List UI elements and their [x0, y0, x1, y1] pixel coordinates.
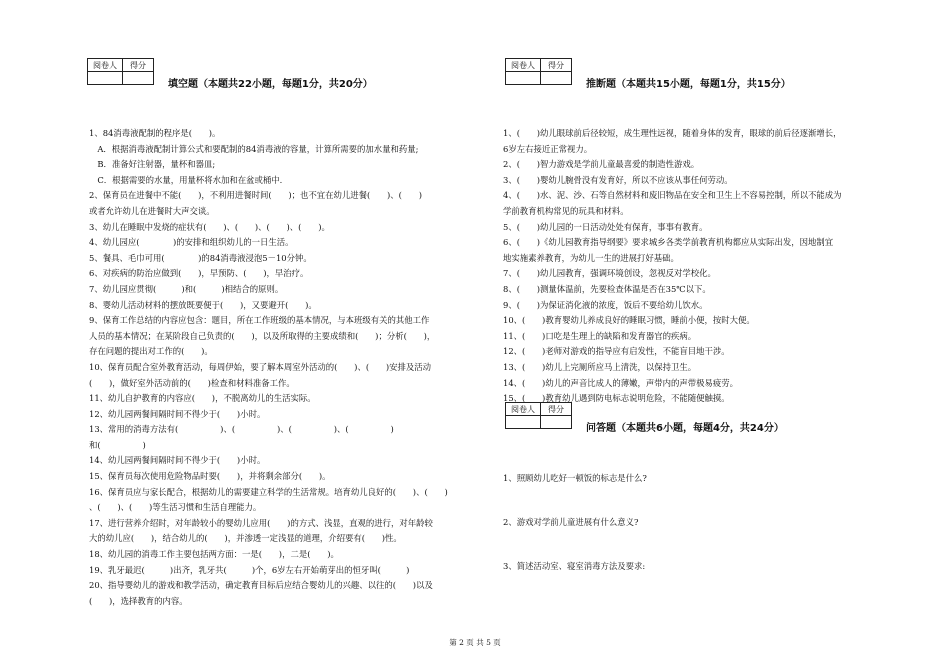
fill-section-title: 填空题（本题共22小题，每题1分，共20分）	[168, 79, 373, 90]
fill-question-line: 4、幼儿园应( )的安排和组织幼儿的一日生活。	[89, 237, 294, 248]
fill-question-line: 19、乳牙最迟( )出齐，乳牙共( )个，6岁左右开始萌芽出的恒牙叫( )	[89, 564, 410, 575]
judge-question-line: 6、( )《幼儿园教育指导纲要》要求城乡各类学前教育机构都应从实际出发，因地制宜	[503, 237, 834, 248]
fill-question-line: C．根据需要的水量，用量杯将水加和在盆或桶中.	[89, 174, 283, 185]
grader-cell	[506, 72, 541, 85]
judge-question-line: 15、( )教育幼儿遇到防电标志说明危险，不能随便触摸。	[503, 393, 730, 404]
fill-question-line: 17、进行营养介绍时，对年龄较小的婴幼儿应用( )的方式、浅显，直观的进行，对年龄较	[89, 517, 433, 528]
fill-question-line: 大的幼儿应( )，结合幼儿的( )，并渗透一定浅显的道理，介绍要有( )性。	[89, 533, 402, 544]
fill-question-line: 13、常用的消毒方法有( )、( )、( )、( )	[89, 424, 394, 435]
judge-question-line: 4、( )水、泥、沙、石等自然材料和废旧物品在安全和卫生上不容易控制，所以不能成为	[503, 190, 842, 201]
score-box-judge	[505, 58, 572, 85]
fill-question-line: 1、84消毒液配制的程序是( )。	[89, 128, 221, 138]
fill-question-line: 14、幼儿园两餐间隔时间不得少于( )小时。	[89, 455, 266, 466]
score-cell	[541, 72, 572, 85]
fill-question-line: 7、幼儿园应贯彻( )和( )相结合的原则。	[89, 283, 284, 294]
fill-question-line: 9、保育工作总结的内容应包含：题目，所在工作班级的基本情况，与本班级有关的其他工作	[89, 315, 430, 326]
judge-question-line: 9、( )为保证消化液的浓度，饭后不要给幼儿饮水。	[503, 299, 708, 310]
judge-question-line: 10、( )教育婴幼儿养成良好的睡眠习惯，睡前小便，按时大便。	[503, 315, 755, 326]
judge-question-line: 12、( )老师对游戏的指导应有启发性，不能盲目地干涉。	[503, 346, 730, 357]
fill-question-line: 11、幼儿自护教育的内容应( )，不脱离幼儿的生活实际。	[89, 393, 316, 404]
score-box-fill	[87, 58, 154, 85]
judge-question-line: 1、( )幼儿眼球前后径较短，成生理性远视，随着身体的发育，眼球的前后径逐渐增长，	[503, 128, 842, 138]
grader-label: 阅卷人	[88, 59, 123, 72]
fill-question-line: ( )，做好室外活动前的( )检查和材料准备工作。	[89, 377, 295, 388]
score-label: 得分	[541, 403, 572, 416]
qa-question-3: 3、简述活动室、寝室消毒方法及要求:	[503, 561, 646, 571]
judge-question-line: 2、( )智力游戏是学前儿童最喜爱的制造性游戏。	[503, 159, 700, 170]
fill-question-line: 16、保育员应与家长配合，根据幼儿的需要建立科学的生活常规。培育幼儿良好的( )、( )	[89, 486, 448, 497]
judge-question-line: 14、( )幼儿的声音比成人的薄嫩，声带内的声带极易疲劳。	[503, 377, 738, 388]
judge-question-line: 学前教育机构常见的玩具和材料。	[503, 205, 629, 216]
score-cell	[123, 72, 154, 85]
score-label: 得分	[541, 59, 572, 72]
score-box-qa	[505, 402, 572, 429]
fill-question-line: 和( )	[89, 439, 146, 450]
judge-section-title: 推断题（本题共15小题，每题1分，共15分）	[586, 79, 791, 90]
fill-question-line: 15、保育员每次使用危险物品时要( )，并将剩余部分( )。	[89, 471, 331, 482]
judge-question-line: 13、( )幼儿上完厕所应马上清洗，以保持卫生。	[503, 361, 697, 372]
fill-questions	[89, 126, 448, 609]
fill-question-line: 2、保育员在进餐中不能( )，不利用进餐时间( )；也不宜在幼儿进餐( )、( )	[89, 190, 422, 201]
fill-question-line: A．根据消毒液配制计算公式和要配制的84消毒液的容量，计算所需要的加水量和药量;	[89, 143, 419, 154]
grader-label: 阅卷人	[506, 59, 541, 72]
fill-question-line: 3、幼儿在睡眠中发烧的症状有( )、( )、( )、( )。	[89, 221, 330, 232]
qa-question-2: 2、游戏对学前儿童进展有什么意义?	[503, 517, 639, 527]
fill-question-line: B．准备好注射器，量杯和器皿;	[89, 159, 216, 170]
fill-question-line: 、( )、( )等生活习惯和生活自理能力。	[89, 502, 262, 513]
grader-cell	[88, 72, 123, 85]
fill-question-line: 人员的基本情况；在某阶段自己负责的( )，以及所取得的主要成绩和( )；分析( )，	[89, 330, 436, 341]
judge-question-line: 3、( )婴幼儿腕骨没有发育好，所以不应该从事任何劳动。	[503, 174, 733, 185]
fill-question-line: 或者允许幼儿在进餐时大声交谈。	[89, 205, 215, 216]
fill-question-line: 12、幼儿园两餐间隔时间不得少于( )小时。	[89, 408, 266, 419]
judge-questions	[503, 126, 842, 407]
judge-question-line: 5、( )幼儿园的一日活动处处有保育，事事有教育。	[503, 221, 708, 232]
score-cell	[541, 416, 572, 429]
qa-section-title: 问答题（本题共6小题，每题4分，共24分）	[586, 423, 784, 434]
judge-question-line: 7、( )幼儿园教育，强调环境创设，忽视反对学校化。	[503, 268, 716, 279]
fill-question-line: 6、对疾病的防治应做到( )，早预防、( )，早治疗。	[89, 268, 309, 279]
fill-question-line: 8、婴幼儿活动材料的摆放既要便于( )，又要避开( )。	[89, 299, 317, 310]
fill-question-line: 18、幼儿园的消毒工作主要包括两方面：一是( )，二是( )。	[89, 549, 339, 560]
fill-question-line: 10、保育员配合室外教育活动，每周伊始，要了解本周室外活动的( )、( )安排及活动	[89, 361, 431, 372]
fill-question-line: 5、餐具、毛巾可用( )的84消毒液浸泡5－10分钟。	[89, 252, 312, 263]
judge-question-line: 11、( )口吃是生理上的缺陷和发育器官的疾病。	[503, 330, 697, 341]
fill-question-line: 20、指导婴幼儿的游戏和教学活动，确定教育目标后应结合婴幼儿的兴趣、以往的( )以及	[89, 580, 433, 591]
page-footer: 第 2 页 共 5 页	[449, 638, 501, 647]
judge-question-line: 地实施素养教育，为幼儿一生的进展打好基础。	[503, 252, 679, 263]
judge-question-line: 8、( )测量体温前，先要检查体温是否在35℃以下。	[503, 283, 711, 294]
fill-question-line: ( )，选择教育的内容。	[89, 595, 188, 606]
qa-question-1: 1、照顾幼儿吃好一顿饭的标志是什么?	[503, 473, 647, 483]
grader-label: 阅卷人	[506, 403, 541, 416]
judge-question-line: 6岁左右接近正常视力。	[503, 143, 593, 154]
grader-cell	[506, 416, 541, 429]
fill-question-line: 存在问题的提出对工作的( )。	[89, 346, 213, 357]
score-label: 得分	[123, 59, 154, 72]
